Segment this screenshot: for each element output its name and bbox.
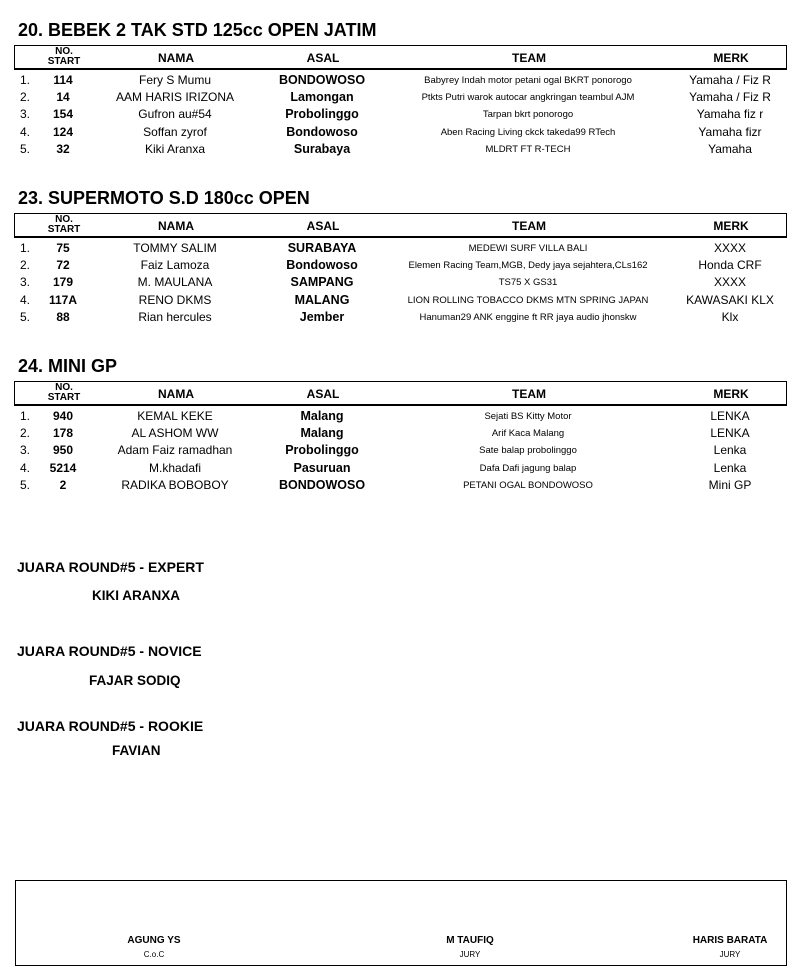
signature-coc (106, 935, 202, 959)
cell-asal: SAMPANG (290, 275, 354, 290)
cell-nama: Rian hercules (138, 309, 212, 324)
cell-pos: 4. (20, 292, 31, 307)
cell-nama: AL ASHOM WW (131, 426, 219, 441)
cell-team: MLDRT FT R-TECH (485, 143, 571, 155)
cell-no: 114 (53, 73, 73, 87)
cell-merk: Yamaha (708, 141, 752, 156)
cell-pos: 1. (20, 73, 31, 87)
cell-no: 940 (52, 409, 74, 423)
results-table (14, 240, 788, 326)
cell-nama: Soffan zyrof (143, 124, 207, 139)
table-row (14, 292, 788, 309)
cell-asal: MALANG (294, 292, 350, 307)
cell-nama: KEMAL KEKE (137, 409, 213, 423)
cell-team: Tarpan bkrt ponorogo (482, 109, 574, 121)
table-row (14, 240, 788, 257)
cell-merk: Yamaha fizr (698, 124, 762, 139)
champion-name-expert: KIKI ARANXA (92, 588, 181, 603)
cell-team: Elemen Racing Team,MGB, Dedy jaya sejahtera,CLs162 (408, 260, 648, 272)
cell-merk: LENKA (710, 409, 750, 423)
cell-nama: Gufron au#54 (138, 107, 212, 122)
table-row (14, 442, 788, 459)
header-asal: ASAL (306, 219, 340, 233)
cell-team: Aben Racing Living ckck takeda99 RTech (440, 126, 616, 138)
cell-merk: Lenka (713, 443, 747, 458)
signature-jury-2 (678, 935, 782, 959)
champion-title-novice: JUARA ROUND#5 - NOVICE (17, 643, 202, 659)
cell-no: 154 (52, 107, 74, 122)
cell-no: 2 (59, 477, 67, 492)
cell-no: 178 (52, 426, 74, 441)
cell-asal: BONDOWOSO (278, 477, 366, 492)
signature-role: JURY (459, 950, 481, 959)
cell-pos: 3. (20, 107, 31, 122)
cell-team: Sate balap probolinggo (479, 445, 577, 457)
cell-asal: SURABAYA (287, 241, 357, 255)
cell-asal: BONDOWOSO (278, 73, 366, 87)
header-merk: MERK (713, 219, 749, 233)
champion-title-rookie: JUARA ROUND#5 - ROOKIE (17, 718, 204, 734)
cell-merk: XXXX (713, 275, 746, 290)
cell-no: 5214 (49, 460, 77, 475)
section-title: 23. SUPERMOTO S.D 180cc OPEN (18, 188, 310, 208)
signature-box (15, 880, 787, 966)
cell-asal: Bondowoso (286, 258, 358, 273)
cell-pos: 5. (20, 141, 31, 156)
cell-merk: Klx (721, 309, 739, 324)
cell-pos: 3. (20, 275, 31, 290)
cell-nama: RENO DKMS (138, 292, 212, 307)
cell-nama: TOMMY SALIM (133, 241, 217, 255)
table-header (14, 213, 787, 238)
cell-no: 14 (56, 90, 70, 105)
cell-team: TS75 X GS31 (498, 277, 558, 289)
table-row (14, 257, 788, 274)
results-table (14, 408, 788, 494)
header-no-start: NO. START (47, 46, 81, 67)
champion-name-rookie: FAVIAN (112, 743, 161, 758)
cell-merk: Honda CRF (698, 258, 762, 273)
cell-team: Hanuman29 ANK enggine ft RR jaya audio jhonskw (419, 311, 637, 323)
table-row (14, 89, 788, 106)
signature-name: M TAUFIQ (446, 935, 494, 946)
cell-pos: 5. (20, 309, 31, 324)
cell-no: 75 (56, 241, 70, 255)
cell-pos: 1. (20, 241, 31, 255)
cell-nama: M. MAULANA (137, 275, 213, 290)
cell-no: 117A (48, 292, 78, 307)
champion-title-expert: JUARA ROUND#5 - EXPERT (17, 559, 204, 575)
signature-jury-1 (418, 935, 522, 959)
table-header (14, 45, 787, 70)
cell-nama: AAM HARIS IRIZONA (115, 90, 234, 105)
cell-no: 124 (52, 124, 74, 139)
cell-pos: 4. (20, 124, 31, 139)
table-row (14, 309, 788, 326)
cell-team: Ptkts Putri warok autocar angkringan teambul AJM (421, 92, 635, 104)
table-header (14, 381, 787, 406)
header-team: TEAM (512, 219, 546, 233)
cell-pos: 4. (20, 460, 31, 475)
header-merk: MERK (713, 51, 749, 65)
header-team: TEAM (512, 387, 546, 401)
table-row (14, 141, 788, 158)
signature-role: C.o.C (143, 950, 165, 959)
cell-nama: M.khadafi (148, 460, 202, 475)
cell-pos: 5. (20, 477, 31, 492)
table-row (14, 425, 788, 442)
cell-no: 950 (52, 443, 74, 458)
table-row (14, 124, 788, 141)
cell-pos: 2. (20, 90, 31, 105)
champion-name-novice: FAJAR SODIQ (89, 673, 181, 688)
cell-team: PETANI OGAL BONDOWOSO (463, 479, 593, 491)
cell-asal: Lamongan (290, 90, 354, 105)
header-no-start: NO. START (47, 382, 81, 403)
cell-asal: Probolinggo (285, 443, 359, 458)
table-row (14, 106, 788, 123)
cell-pos: 2. (20, 258, 31, 273)
cell-team: Sejati BS Kitty Motor (484, 411, 572, 422)
signature-role: JURY (719, 950, 741, 959)
cell-team: Babyrey Indah motor petani ogal BKRT ponorogo (424, 75, 632, 86)
cell-nama: Fery S Mumu (138, 73, 211, 87)
table-row (14, 408, 788, 425)
signature-name: AGUNG YS (127, 935, 181, 946)
cell-no: 88 (56, 309, 70, 324)
cell-merk: Mini GP (708, 477, 752, 492)
cell-no: 179 (52, 275, 74, 290)
cell-merk: KAWASAKI KLX (686, 292, 774, 307)
cell-nama: Adam Faiz ramadhan (117, 443, 233, 458)
header-asal: ASAL (306, 387, 340, 401)
cell-team: MEDEWI SURF VILLA BALI (468, 243, 588, 254)
cell-asal: Malang (300, 426, 344, 441)
cell-merk: LENKA (710, 426, 750, 441)
cell-merk: Lenka (713, 460, 747, 475)
cell-merk: XXXX (713, 241, 746, 255)
header-asal: ASAL (306, 51, 340, 65)
cell-team: Dafa Dafi jagung balap (479, 462, 577, 474)
table-row (14, 460, 788, 477)
cell-asal: Surabaya (293, 141, 351, 156)
cell-no: 72 (56, 258, 70, 273)
cell-asal: Probolinggo (285, 107, 359, 122)
cell-pos: 2. (20, 426, 31, 441)
cell-pos: 1. (20, 409, 31, 423)
cell-pos: 3. (20, 443, 31, 458)
cell-asal: Malang (300, 409, 344, 423)
cell-asal: Bondowoso (286, 124, 358, 139)
table-row (14, 477, 788, 494)
section-title: 24. MINI GP (18, 356, 118, 376)
signature-name: HARIS BARATA (692, 935, 768, 946)
cell-merk: Yamaha / Fiz R (689, 90, 771, 105)
cell-no: 32 (56, 141, 70, 156)
cell-asal: Pasuruan (293, 460, 351, 475)
cell-team: Arif Kaca Malang (491, 428, 565, 440)
cell-merk: Yamaha / Fiz R (689, 73, 771, 87)
cell-asal: Jember (299, 309, 345, 324)
section-title: 20. BEBEK 2 TAK STD 125cc OPEN JATIM (18, 20, 377, 40)
cell-nama: RADIKA BOBOBOY (121, 477, 229, 492)
cell-nama: Kiki Aranxa (144, 141, 206, 156)
cell-nama: Faiz Lamoza (140, 258, 210, 273)
results-table (14, 72, 788, 158)
header-no-start: NO. START (47, 214, 81, 235)
header-merk: MERK (713, 387, 749, 401)
header-team: TEAM (512, 51, 546, 65)
header-nama: NAMA (158, 387, 194, 401)
header-nama: NAMA (158, 51, 194, 65)
table-row (14, 274, 788, 291)
cell-team: LION ROLLING TOBACCO DKMS MTN SPRING JAPAN (407, 294, 649, 306)
cell-merk: Yamaha fiz r (696, 107, 764, 122)
header-nama: NAMA (158, 219, 194, 233)
table-row (14, 72, 788, 89)
